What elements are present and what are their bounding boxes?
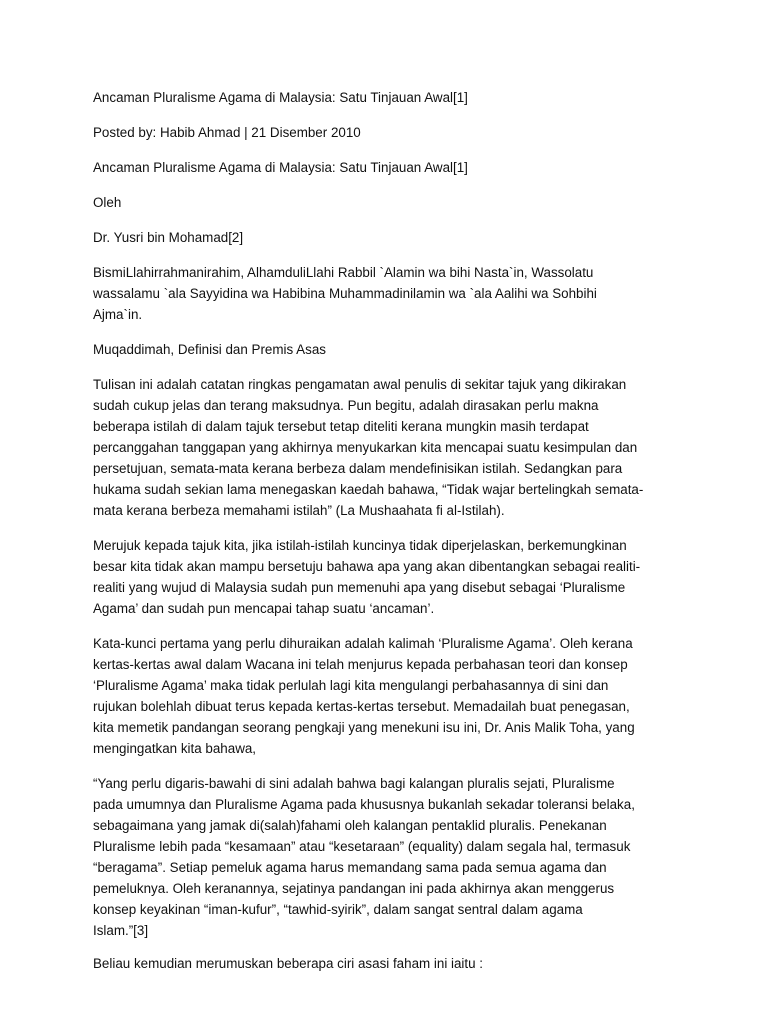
author-name: Dr. Yusri bin Mohamad[2] [93,230,244,245]
byline: Posted by: Habib Ahmad | 21 Disember 2010 [93,125,361,140]
quote-line: sebagaimana yang jamak di(salah)fahami oleh kalangan pentaklid pluralis. Penekanan [93,818,607,833]
paragraph-line: Tulisan ini adalah catatan ringkas pengamatan awal penulis di sekitar tajuk yang dikirakan [93,377,627,392]
paragraph-line: Agama’ dan sudah pun mencapai tahap suatu ‘ancaman’. [93,601,435,616]
paragraph-line: kertas-kertas awal dalam Wacana ini telah menjurus kepada perbahasan teori dan konsep [93,657,628,672]
opening-paragraph [93,262,683,325]
paragraph-2 [93,535,683,619]
quote-line: konsep keyakinan “iman-kufur”, “tawhid-syirik”, dalam sangat sentral dalam agama [93,902,583,917]
paragraph-line: besar kita tidak akan mampu bersetuju bahawa apa yang akan dibentangkan sebagai realiti- [93,559,641,574]
closing-line: Beliau kemudian merumuskan beberapa ciri asasi faham ini iaitu : [93,956,484,971]
paragraph-line: Kata-kunci pertama yang perlu dihuraikan adalah kalimah ‘Pluralisme Agama’. Oleh kerana [93,636,633,651]
paragraph-line: beberapa istilah di dalam tajuk tersebut tetap diteliti kerana mungkin masih terdapat [93,419,589,434]
quote-line: pada umumnya dan Pluralisme Agama pada khususnya bukanlah sekadar toleransi belaka, [93,797,635,812]
paragraph-line: wassalamu `ala Sayyidina wa Habibina Muhammadinilamin wa `ala Aalihi wa Sohbihi [93,286,597,301]
document-title-repeat: Ancaman Pluralisme Agama di Malaysia: Satu Tinjauan Awal[1] [93,160,468,175]
paragraph-1 [93,374,683,521]
paragraph-line: sudah cukup jelas dan terang maksudnya. Pun begitu, adalah dirasakan perlu makna [93,398,599,413]
paragraph-line: Ajma`in. [93,307,143,322]
section-heading: Muqaddimah, Definisi dan Premis Asas [93,342,326,357]
paragraph-line: mata kerana berbeza memahami istilah” (La Mushaahata fi al-Istilah). [93,503,505,518]
paragraph-line: kita memetik pandangan seorang pengkaji yang menekuni isu ini, Dr. Anis Malik Toha, yang [93,720,635,735]
paragraph-line: hukama sudah sekian lama menegaskan kaedah bahawa, “Tidak wajar bertelingkah semata- [93,482,644,497]
paragraph-line: ‘Pluralisme Agama’ maka tidak perlulah lagi kita mengulangi perbahasannya di sini dan [93,678,609,693]
quote-line: Islam.”[3] [93,923,149,938]
document-body [93,87,683,988]
quote-line: Pluralisme lebih pada “kesamaan” atau “kesetaraan” (equality) dalam segala hal, termasuk [93,839,631,854]
paragraph-line: Merujuk kepada tajuk kita, jika istilah-istilah kuncinya tidak diperjelaskan, berkemungkinan [93,538,627,553]
paragraph-line: rujukan bolehlah dibuat terus kepada kertas-kertas tersebut. Memadailah buat penegasan, [93,699,630,714]
paragraph-line: realiti yang wujud di Malaysia sudah pun memenuhi apa yang disebut sebagai ‘Pluralisme [93,580,626,595]
paragraph-line: percanggahan tanggapan yang akhirnya menyukarkan kita mencapai suatu kesimpulan dan [93,440,638,455]
quote-line: “Yang perlu digaris-bawahi di sini adalah bahwa bagi kalangan pluralis sejati, Pluralisme [93,776,615,791]
quote-paragraph [93,773,683,941]
document-title: Ancaman Pluralisme Agama di Malaysia: Satu Tinjauan Awal[1] [93,90,468,105]
quote-line: pemeluknya. Oleh keranannya, sejatinya pandangan ini pada akhirnya akan menggerus [93,881,615,896]
quote-line: “beragama”. Setiap pemeluk agama harus memandang sama pada semua agama dan [93,860,607,875]
paragraph-line: mengingatkan kita bahawa, [93,741,257,756]
paragraph-line: BismiLlahirrahmanirahim, AlhamduliLlahi Rabbil `Alamin wa bihi Nasta`in, Wassolatu [93,265,594,280]
paragraph-3 [93,633,683,759]
paragraph-line: persetujuan, semata-mata kerana berbeza dalam mendefinisikan istilah. Sedangkan para [93,461,623,476]
oleh-label: Oleh [93,195,122,210]
